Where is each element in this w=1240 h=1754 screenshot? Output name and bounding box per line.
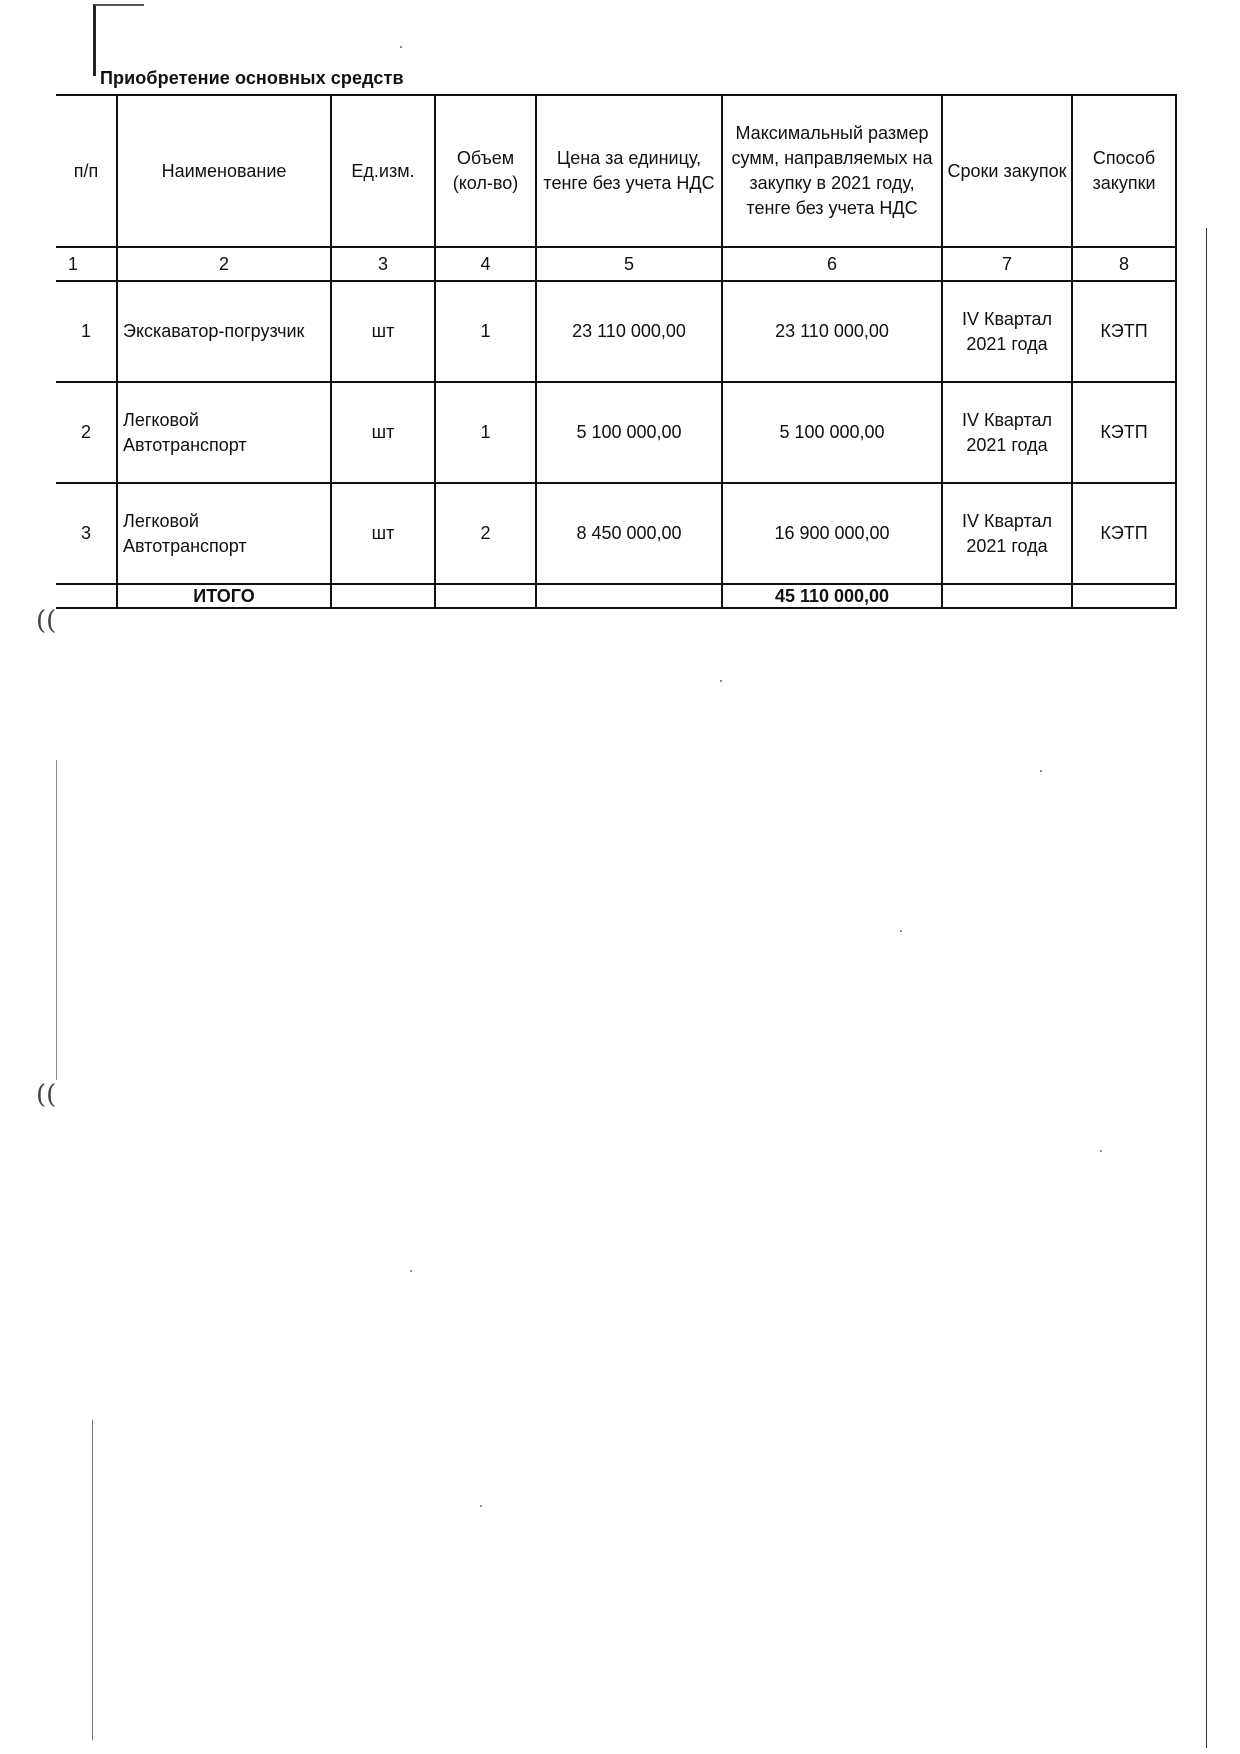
unit-cell: шт (331, 382, 435, 483)
total-row (56, 584, 1176, 608)
quantity-cell: 1 (435, 382, 536, 483)
scan-edge-line (92, 1420, 93, 1740)
procurement-term-cell: IV Квартал 2021 года (942, 281, 1072, 382)
header-cell: Объем (кол-во) (435, 95, 536, 247)
table-row (56, 483, 1176, 584)
procurement-term-cell: IV Квартал 2021 года (942, 483, 1072, 584)
quantity-cell: 2 (435, 483, 536, 584)
empty-cell (435, 584, 536, 608)
header-cell: п/п (56, 95, 117, 247)
procurement-table (56, 94, 1177, 609)
scan-speck (720, 680, 722, 682)
column-number-cell: 4 (435, 247, 536, 281)
max-sum-cell: 5 100 000,00 (722, 382, 942, 483)
header-cell: Цена за единицу, тенге без учета НДС (536, 95, 722, 247)
unit-cell: шт (331, 281, 435, 382)
unit-price-cell: 8 450 000,00 (536, 483, 722, 584)
scan-edge-line (56, 760, 57, 1080)
column-number-cell: 3 (331, 247, 435, 281)
scan-speck (1040, 770, 1042, 772)
column-number-row (56, 247, 1176, 281)
empty-cell (1072, 584, 1176, 608)
empty-cell (331, 584, 435, 608)
scan-speck (900, 930, 902, 932)
section-title: Приобретение основных средств (100, 68, 404, 88)
header-cell: Наименование (117, 95, 331, 247)
unit-price-cell: 5 100 000,00 (536, 382, 722, 483)
scan-speck (480, 1505, 482, 1507)
scan-corner-mark (93, 4, 144, 76)
column-number-cell: 7 (942, 247, 1072, 281)
scan-edge-line (1206, 228, 1207, 1748)
header-cell: Способ закупки (1072, 95, 1176, 247)
column-number-cell: 2 (117, 247, 331, 281)
total-sum-cell: 45 110 000,00 (722, 584, 942, 608)
procurement-method-cell: КЭТП (1072, 382, 1176, 483)
quantity-cell: 1 (435, 281, 536, 382)
unit-price-cell: 23 110 000,00 (536, 281, 722, 382)
procurement-method-cell: КЭТП (1072, 281, 1176, 382)
item-name-cell: Легковой Автотранспорт (117, 382, 331, 483)
scan-speck (410, 1270, 412, 1272)
header-cell: Максимальный размер сумм, направляемых на закупку в 2021 году, тенге без учета НДС (722, 95, 942, 247)
header-cell: Ед.изм. (331, 95, 435, 247)
table-row (56, 382, 1176, 483)
scan-hook-mark: (( (36, 1080, 57, 1110)
row-number-cell: 3 (56, 483, 117, 584)
procurement-method-cell: КЭТП (1072, 483, 1176, 584)
max-sum-cell: 23 110 000,00 (722, 281, 942, 382)
unit-cell: шт (331, 483, 435, 584)
column-number-cell: 6 (722, 247, 942, 281)
row-number-cell: 2 (56, 382, 117, 483)
item-name-cell: Легковой Автотранспорт (117, 483, 331, 584)
max-sum-cell: 16 900 000,00 (722, 483, 942, 584)
header-cell: Сроки закупок (942, 95, 1072, 247)
empty-cell (536, 584, 722, 608)
scan-speck (400, 46, 402, 48)
item-name-cell: Экскаватор-погрузчик (117, 281, 331, 382)
column-number-cell: 1 (56, 247, 117, 281)
table-row (56, 281, 1176, 382)
row-number-cell: 1 (56, 281, 117, 382)
scan-hook-mark: (( (36, 606, 57, 636)
empty-cell (56, 584, 117, 608)
total-label-cell: ИТОГО (117, 584, 331, 608)
column-number-cell: 8 (1072, 247, 1176, 281)
procurement-term-cell: IV Квартал 2021 года (942, 382, 1072, 483)
column-number-cell: 5 (536, 247, 722, 281)
table-header-row (56, 95, 1176, 247)
scan-speck (1100, 1150, 1102, 1152)
empty-cell (942, 584, 1072, 608)
